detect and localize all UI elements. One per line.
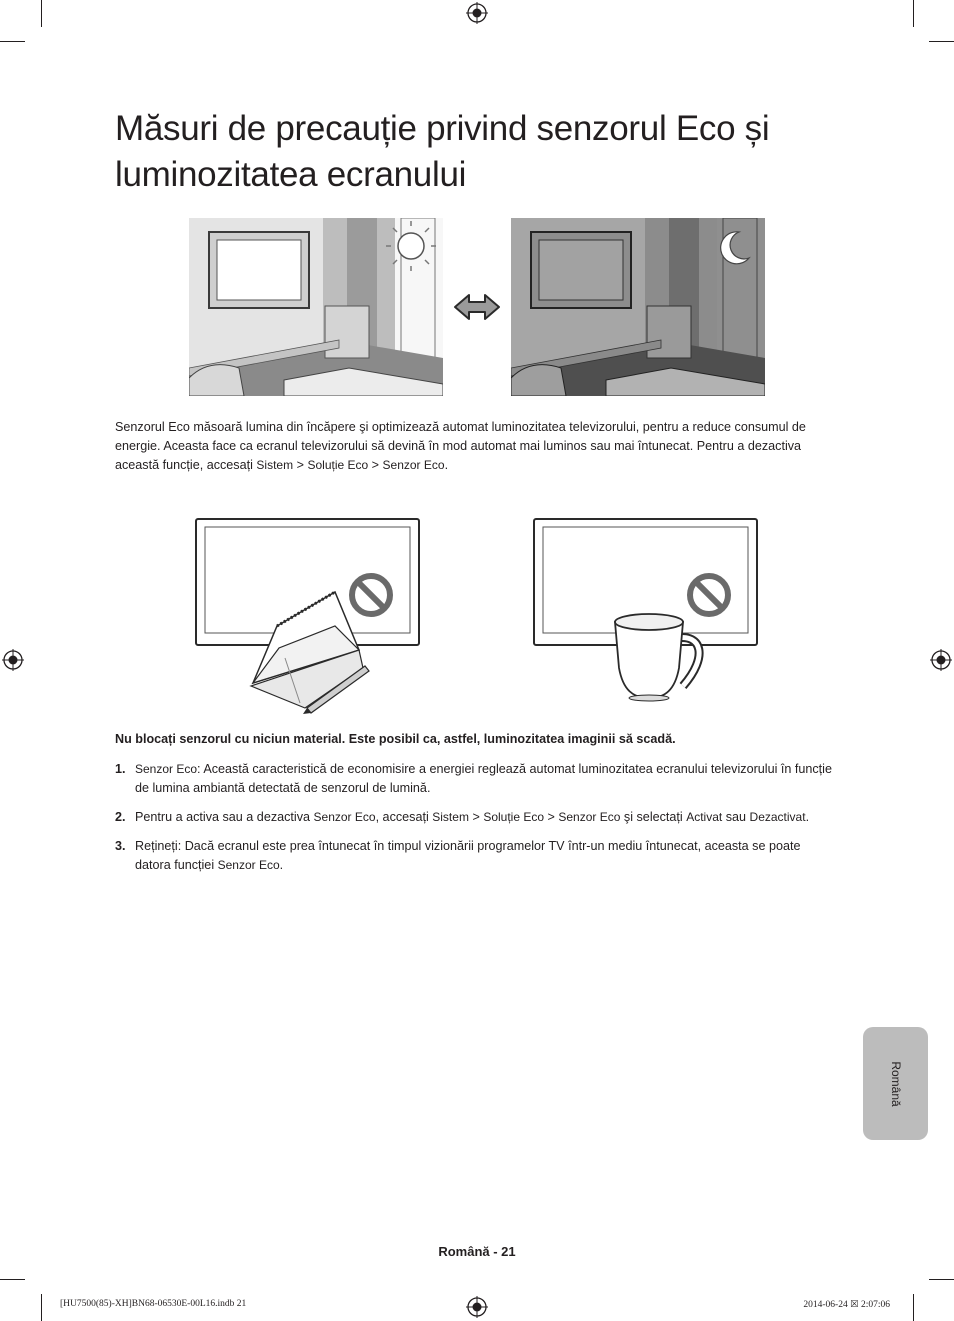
warning-text: Nu blocați senzorul cu niciun material. Este posibil ca, astfel, luminozitatea imaginii să scadă. xyxy=(115,732,676,746)
list-item: 1. Senzor Eco: Această caracteristică de economisire a energiei reglează automat luminozitatea ecranului televizorului în funcție de lumina ambiantă detectată de senzorul de lumină. xyxy=(115,762,832,795)
menu-path-sistem: Sistem xyxy=(256,458,294,472)
crop-mark xyxy=(0,1279,25,1280)
ui-term: Activat xyxy=(686,810,723,824)
intro-paragraph: Senzorul Eco măsoară lumina din încăpere şi optimizează automat luminozitatea televizorului, pentru a reduce consumul de energie. Aceasta face ca ecranul televizorului să devină în mod automat mai luminos sau mai întunecat. Pentru a dezactiva această funcție, accesați Sistem > Soluție Eco > Senzor Eco. xyxy=(115,420,806,472)
crop-mark xyxy=(41,0,42,27)
menu-path-senzor-eco: Senzor Eco xyxy=(382,458,445,472)
crop-mark xyxy=(929,41,954,42)
crop-mark xyxy=(0,41,25,42)
registration-mark-icon xyxy=(2,649,24,671)
ui-term: Senzor Eco xyxy=(558,810,621,824)
page-title: Măsuri de precauție privind senzorul Eco și luminozitatea ecranului xyxy=(115,109,770,194)
double-arrow-icon xyxy=(453,292,501,322)
menu-path-solutie-eco: Soluție Eco xyxy=(307,458,369,472)
ui-term: Senzor Eco xyxy=(135,762,198,776)
ui-term: Sistem xyxy=(432,810,469,824)
print-info-left: [HU7500(85)-XH]BN68-06530E-00L16.indb 21 xyxy=(60,1299,247,1309)
tv-blocked-by-calendar-illustration xyxy=(195,518,425,714)
ui-term: Senzor Eco xyxy=(313,810,376,824)
page-footer: Română - 21 xyxy=(438,1244,516,1259)
registration-mark-icon xyxy=(466,1296,488,1318)
registration-mark-icon xyxy=(466,2,488,24)
ui-term: Dezactivat xyxy=(749,810,806,824)
crop-mark xyxy=(929,1279,954,1280)
crop-mark xyxy=(41,1294,42,1321)
crop-mark xyxy=(913,0,914,27)
list-item: 2. Pentru a activa sau a dezactiva Senzor Eco, accesați Sistem > Soluție Eco > Senzor Eco şi selectați Activat sau Dezactivat. xyxy=(115,810,810,824)
bright-room-illustration xyxy=(189,218,443,396)
tv-blocked-by-cup-illustration xyxy=(533,518,763,714)
ui-term: Senzor Eco xyxy=(217,858,280,872)
print-info-right: 2014-06-24 ☒ 2:07:06 xyxy=(803,1300,890,1310)
dark-room-illustration xyxy=(511,218,765,396)
crop-mark xyxy=(913,1294,914,1321)
ui-term: Soluție Eco xyxy=(483,810,545,824)
list-item: 3. Rețineți: Dacă ecranul este prea întunecat în timpul vizionării programelor TV într-un mediu întunecat, aceasta se poate datora funcției Senzor Eco. xyxy=(115,839,801,872)
registration-mark-icon xyxy=(930,649,952,671)
language-tab: Română xyxy=(863,1027,928,1140)
